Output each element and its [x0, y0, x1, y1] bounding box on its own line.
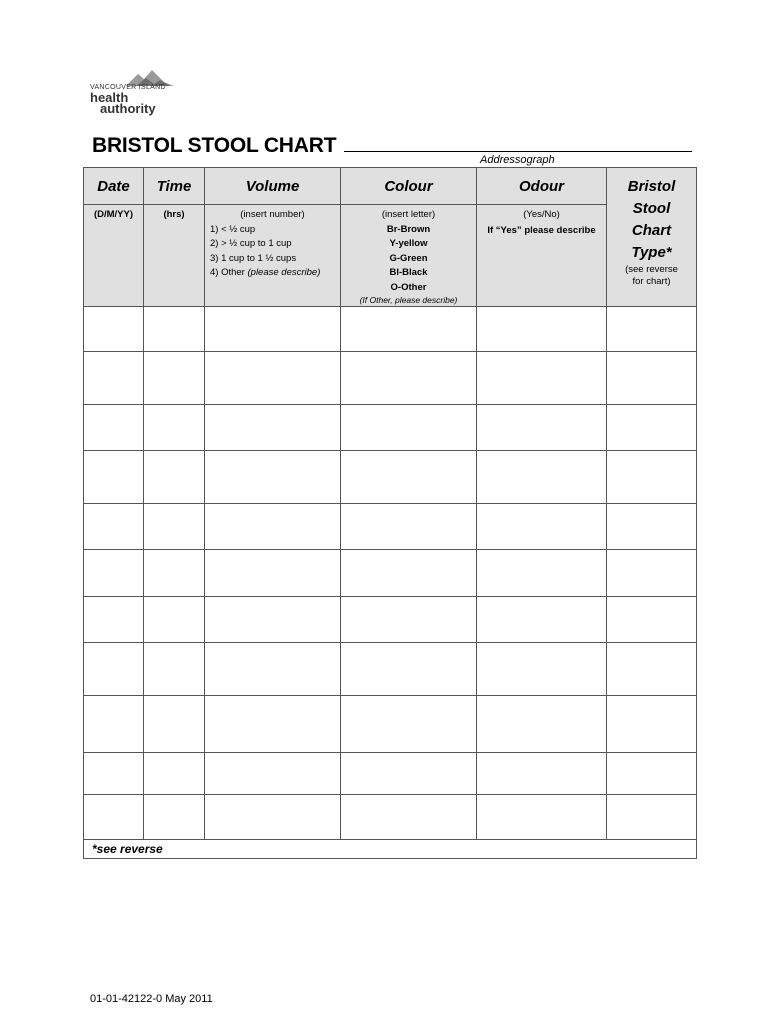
- volume-cell[interactable]: [205, 504, 341, 550]
- bristol-note: (see reverse: [625, 264, 678, 275]
- volume-cell[interactable]: [205, 451, 341, 504]
- volume-option: 1) < ½ cup: [210, 223, 256, 235]
- time-cell[interactable]: [144, 307, 205, 352]
- volume-cell[interactable]: [205, 307, 341, 352]
- time-cell[interactable]: [144, 405, 205, 451]
- table-row: [84, 696, 697, 753]
- bristol-type-cell[interactable]: [607, 307, 697, 352]
- bristol-type-cell[interactable]: [607, 550, 697, 597]
- colour-cell[interactable]: [341, 504, 477, 550]
- bristol-type-cell[interactable]: [607, 696, 697, 753]
- time-cell[interactable]: [144, 753, 205, 795]
- odour-heading: Odour: [519, 178, 564, 195]
- colour-option: O-Other: [390, 281, 427, 293]
- time-cell[interactable]: [144, 352, 205, 405]
- colour-heading: Colour: [384, 178, 433, 195]
- odour-cell[interactable]: [477, 307, 607, 352]
- form-number: 01-01-42122-0 May 2011: [90, 993, 213, 1005]
- odour-cell[interactable]: [477, 643, 607, 696]
- volume-heading: Volume: [245, 178, 300, 195]
- odour-cell[interactable]: [477, 405, 607, 451]
- date-heading: Date: [97, 178, 130, 195]
- odour-cell[interactable]: [477, 696, 607, 753]
- date-cell[interactable]: [84, 753, 144, 795]
- table-row: [84, 405, 697, 451]
- table-row: [84, 550, 697, 597]
- bristol-heading: Chart: [631, 222, 672, 239]
- colour-header-cell: [341, 168, 477, 307]
- time-cell[interactable]: [144, 451, 205, 504]
- odour-cell[interactable]: [477, 451, 607, 504]
- time-cell[interactable]: [144, 795, 205, 840]
- colour-cell[interactable]: [341, 307, 477, 352]
- odour-cell[interactable]: [477, 597, 607, 643]
- table-row: [84, 753, 697, 795]
- colour-cell[interactable]: [341, 795, 477, 840]
- colour-cell[interactable]: [341, 405, 477, 451]
- date-cell[interactable]: [84, 643, 144, 696]
- date-cell[interactable]: [84, 504, 144, 550]
- table-row: [84, 795, 697, 840]
- table-row: [84, 451, 697, 504]
- volume-cell[interactable]: [205, 597, 341, 643]
- odour-cell[interactable]: [477, 504, 607, 550]
- bristol-heading: Type*: [631, 244, 672, 261]
- volume-cell[interactable]: [205, 753, 341, 795]
- table-row: [84, 307, 697, 352]
- volume-cell[interactable]: [205, 352, 341, 405]
- date-cell[interactable]: [84, 405, 144, 451]
- volume-option: 2) > ½ cup to 1 cup: [210, 238, 292, 249]
- bristol-heading: Bristol: [627, 178, 676, 195]
- date-header-cell: [84, 168, 144, 307]
- volume-cell[interactable]: [205, 550, 341, 597]
- bristol-note: for chart): [632, 276, 671, 287]
- time-cell[interactable]: [144, 550, 205, 597]
- time-format: (hrs): [163, 209, 185, 220]
- logo-authority-text: authority: [100, 101, 156, 116]
- date-cell[interactable]: [84, 696, 144, 753]
- footer-row: [84, 840, 697, 859]
- colour-cell[interactable]: [341, 696, 477, 753]
- colour-instruction: (insert letter): [381, 209, 436, 220]
- bristol-type-cell[interactable]: [607, 352, 697, 405]
- time-cell[interactable]: [144, 696, 205, 753]
- volume-cell[interactable]: [205, 696, 341, 753]
- colour-cell[interactable]: [341, 753, 477, 795]
- table-row: [84, 352, 697, 405]
- bristol-type-cell[interactable]: [607, 597, 697, 643]
- volume-option: 4) Other: [210, 267, 248, 278]
- date-cell[interactable]: [84, 451, 144, 504]
- bristol-type-cell[interactable]: [607, 451, 697, 504]
- colour-cell[interactable]: [341, 550, 477, 597]
- volume-instruction: (insert number): [240, 209, 305, 220]
- vih-logo: [90, 70, 180, 120]
- colour-option: Br-Brown: [386, 223, 431, 235]
- addressograph-label: Addressograph: [480, 154, 555, 166]
- volume-cell[interactable]: [205, 643, 341, 696]
- table-row: [84, 643, 697, 696]
- colour-cell[interactable]: [341, 643, 477, 696]
- volume-option: 3) 1 cup to 1 ½ cups: [210, 252, 297, 264]
- footer-note: *see reverse: [84, 840, 697, 859]
- volume-other-note: (please describe): [247, 267, 321, 278]
- colour-option: Bl-Black: [389, 267, 428, 278]
- odour-cell[interactable]: [477, 352, 607, 405]
- odour-note: If “Yes” please describe: [487, 224, 596, 236]
- colour-cell[interactable]: [341, 451, 477, 504]
- bristol-type-cell[interactable]: [607, 504, 697, 550]
- logo-org-text: VANCOUVER ISLAND: [90, 84, 166, 91]
- addressograph-line: [344, 151, 692, 152]
- volume-cell[interactable]: [205, 405, 341, 451]
- odour-header-cell: [477, 168, 607, 307]
- date-cell[interactable]: [84, 352, 144, 405]
- page-title: BRISTOL STOOL CHART: [92, 134, 337, 157]
- time-header-cell: [144, 168, 205, 307]
- colour-other-note: (If Other, please describe): [359, 295, 458, 305]
- date-format: (D/M/YY): [93, 209, 134, 220]
- bristol-type-cell[interactable]: [607, 405, 697, 451]
- bristol-type-cell[interactable]: [607, 643, 697, 696]
- logo-health-text: health: [90, 90, 129, 105]
- date-cell[interactable]: [84, 597, 144, 643]
- odour-instruction: (Yes/No): [523, 209, 560, 220]
- date-cell[interactable]: [84, 550, 144, 597]
- table-row: [84, 504, 697, 550]
- date-cell[interactable]: [84, 307, 144, 352]
- colour-cell[interactable]: [341, 597, 477, 643]
- time-cell[interactable]: [144, 643, 205, 696]
- date-cell[interactable]: [84, 795, 144, 840]
- header-row: [84, 168, 697, 307]
- colour-option: G-Green: [389, 252, 428, 264]
- bristol-header-cell: [607, 168, 697, 307]
- odour-cell[interactable]: [477, 753, 607, 795]
- volume-cell[interactable]: [205, 795, 341, 840]
- bristol-type-cell[interactable]: [607, 795, 697, 840]
- odour-cell[interactable]: [477, 550, 607, 597]
- time-cell[interactable]: [144, 504, 205, 550]
- colour-option: Y-yellow: [389, 238, 428, 249]
- odour-cell[interactable]: [477, 795, 607, 840]
- colour-cell[interactable]: [341, 352, 477, 405]
- volume-header-cell: [205, 168, 341, 307]
- time-heading: Time: [156, 178, 192, 195]
- stool-chart-table: [83, 167, 696, 859]
- bristol-heading: Stool: [632, 200, 671, 217]
- table-row: [84, 597, 697, 643]
- bristol-type-cell[interactable]: [607, 753, 697, 795]
- time-cell[interactable]: [144, 597, 205, 643]
